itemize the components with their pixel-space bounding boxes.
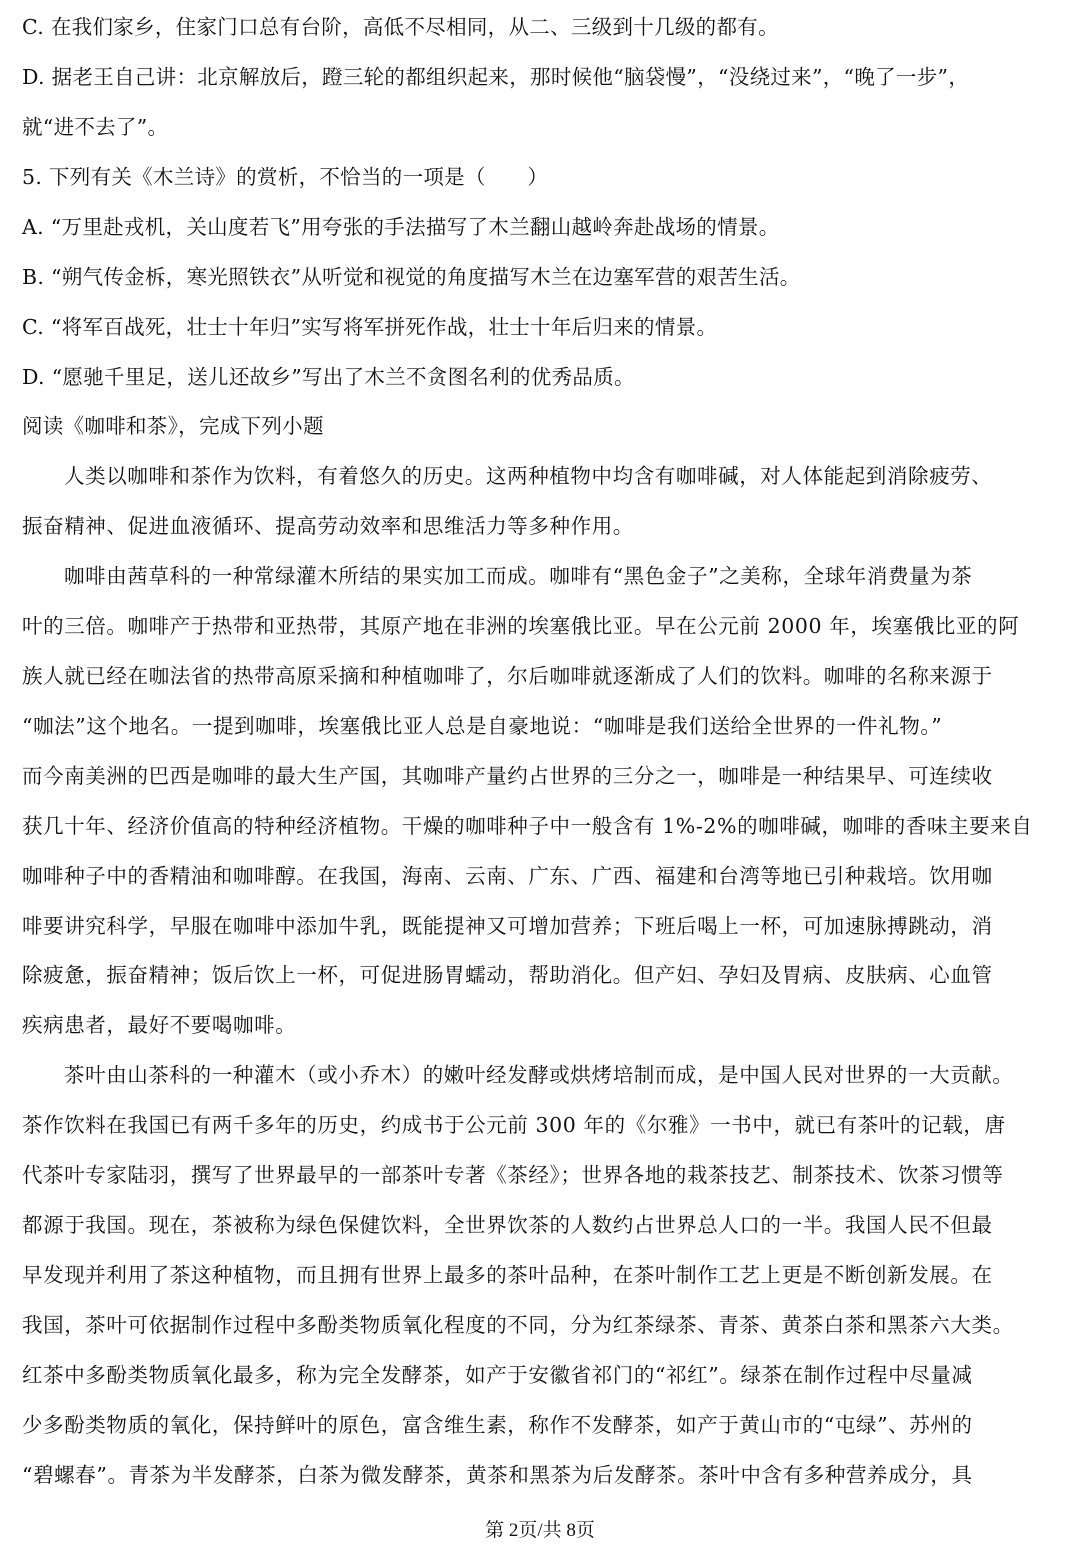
paragraph-1-line: 振奋精神、促进血液循环、提高劳动效率和思维活力等多种作用。: [22, 514, 634, 538]
paragraph-2-line: 啡要讲究科学，早服在咖啡中添加牛乳，既能提神又可增加营养；下班后喝上一杯，可加速脉搏跳动，消: [22, 914, 993, 938]
question-4-option-c: C. 在我们家乡，住家门口总有台阶，高低不尽相同，从二、三级到十几级的都有。: [22, 15, 779, 39]
paragraph-2-line: 咖啡种子中的香精油和咖啡醇。在我国，海南、云南、广东、广西、福建和台湾等地已引种栽培。饮用咖: [22, 864, 993, 888]
paragraph-3-line: 茶叶由山茶科的一种灌木（或小乔木）的嫩叶经发酵或烘烤培制而成，是中国人民对世界的一大贡献。: [64, 1063, 1014, 1087]
page-number-footer: 第 2页/共 8页: [485, 1520, 595, 1541]
question-5-option-c: C. “将军百战死，壮士十年归”实写将军拼死作战，壮士十年后归来的情景。: [22, 315, 718, 339]
paragraph-2-line: 获几十年、经济价值高的特种经济植物。干燥的咖啡种子中一般含有 1%-2%的咖啡碱，咖啡的香味主要来自: [22, 814, 1033, 838]
question-5-stem: 5. 下列有关《木兰诗》的赏析，不恰当的一项是（ ）: [22, 165, 549, 189]
paragraph-3-line: 红茶中多酚类物质氧化最多，称为完全发酵茶，如产于安徽省祁门的“祁红”。绿茶在制作过程中尽量减: [22, 1363, 973, 1387]
paragraph-2-line: 族人就已经在咖法省的热带高原采摘和种植咖啡了，尔后咖啡就逐渐成了人们的饮料。咖啡的名称来源于: [22, 664, 993, 688]
question-4-option-d-line-2: 就“进不去了”。: [22, 115, 169, 139]
paragraph-3-line: 代茶叶专家陆羽，撰写了世界最早的一部茶叶专著《茶经》；世界各地的栽茶技艺、制茶技术、饮茶习惯等: [22, 1163, 1004, 1187]
paragraph-2-line: 咖啡由茜草科的一种常绿灌木所结的果实加工而成。咖啡有“黑色金子”之美称，全球年消费量为茶: [64, 564, 973, 588]
paragraph-2-line: 除疲惫，振奋精神；饭后饮上一杯，可促进肠胃蠕动，帮助消化。但产妇、孕妇及胃病、皮肤病、心血管: [22, 963, 993, 987]
paragraph-2-line: 疾病患者，最好不要喝咖啡。: [22, 1013, 297, 1037]
paragraph-2-line: 而今南美洲的巴西是咖啡的最大生产国，其咖啡产量约占世界的三分之一，咖啡是一种结果早、可连续收: [22, 764, 993, 788]
question-5-option-a: A. “万里赴戎机，关山度若飞”用夸张的手法描写了木兰翻山越岭奔赴战场的情景。: [22, 215, 780, 239]
paragraph-3-line: 我国，茶叶可依据制作过程中多酚类物质氧化程度的不同，分为红茶绿茶、青茶、黄茶白茶和黑茶六大类。: [22, 1313, 1014, 1337]
paragraph-3-line: 都源于我国。现在，茶被称为绿色保健饮料，全世界饮茶的人数约占世界总人口的一半。我国人民不但最: [22, 1213, 993, 1237]
paragraph-1-line: 人类以咖啡和茶作为饮料，有着悠久的历史。这两种植物中均含有咖啡碱，对人体能起到消除疲劳、: [64, 464, 993, 488]
paragraph-3-line: 茶作饮料在我国已有两千多年的历史，约成书于公元前 300 年的《尔雅》一书中，就已有茶叶的记载，唐: [22, 1113, 1006, 1137]
paragraph-2-line: 叶的三倍。咖啡产于热带和亚热带，其原产地在非洲的埃塞俄比亚。早在公元前 2000 年，埃塞俄比亚的阿: [22, 614, 1020, 638]
paragraph-2-line: “咖法”这个地名。一提到咖啡，埃塞俄比亚人总是自豪地说：“咖啡是我们送给全世界的一件礼物。”: [22, 714, 943, 738]
paragraph-3-line: “碧螺春”。青茶为半发酵茶，白茶为微发酵茶，黄茶和黑茶为后发酵茶。茶叶中含有多种营养成分，具: [22, 1463, 973, 1487]
question-5-option-b: B. “朔气传金柝，寒光照铁衣”从听觉和视觉的角度描写木兰在边塞军营的艰苦生活。: [22, 265, 801, 289]
question-4-option-d-line-1: D. 据老王自己讲：北京解放后，蹬三轮的都组织起来，那时候他“脑袋慢”，“没绕过来”，“晚了一步”，: [22, 65, 970, 89]
paragraph-3-line: 早发现并利用了茶这种植物，而且拥有世界上最多的茶叶品种，在茶叶制作工艺上更是不断创新发展。在: [22, 1263, 993, 1287]
reading-instruction: 阅读《咖啡和茶》，完成下列小题: [22, 414, 324, 438]
paragraph-3-line: 少多酚类物质的氧化，保持鲜叶的原色，富含维生素，称作不发酵茶，如产于黄山市的“屯绿”、苏州的: [22, 1413, 973, 1437]
question-5-option-d: D. “愿驰千里足，送儿还故乡”写出了木兰不贪图名利的优秀品质。: [22, 365, 635, 389]
